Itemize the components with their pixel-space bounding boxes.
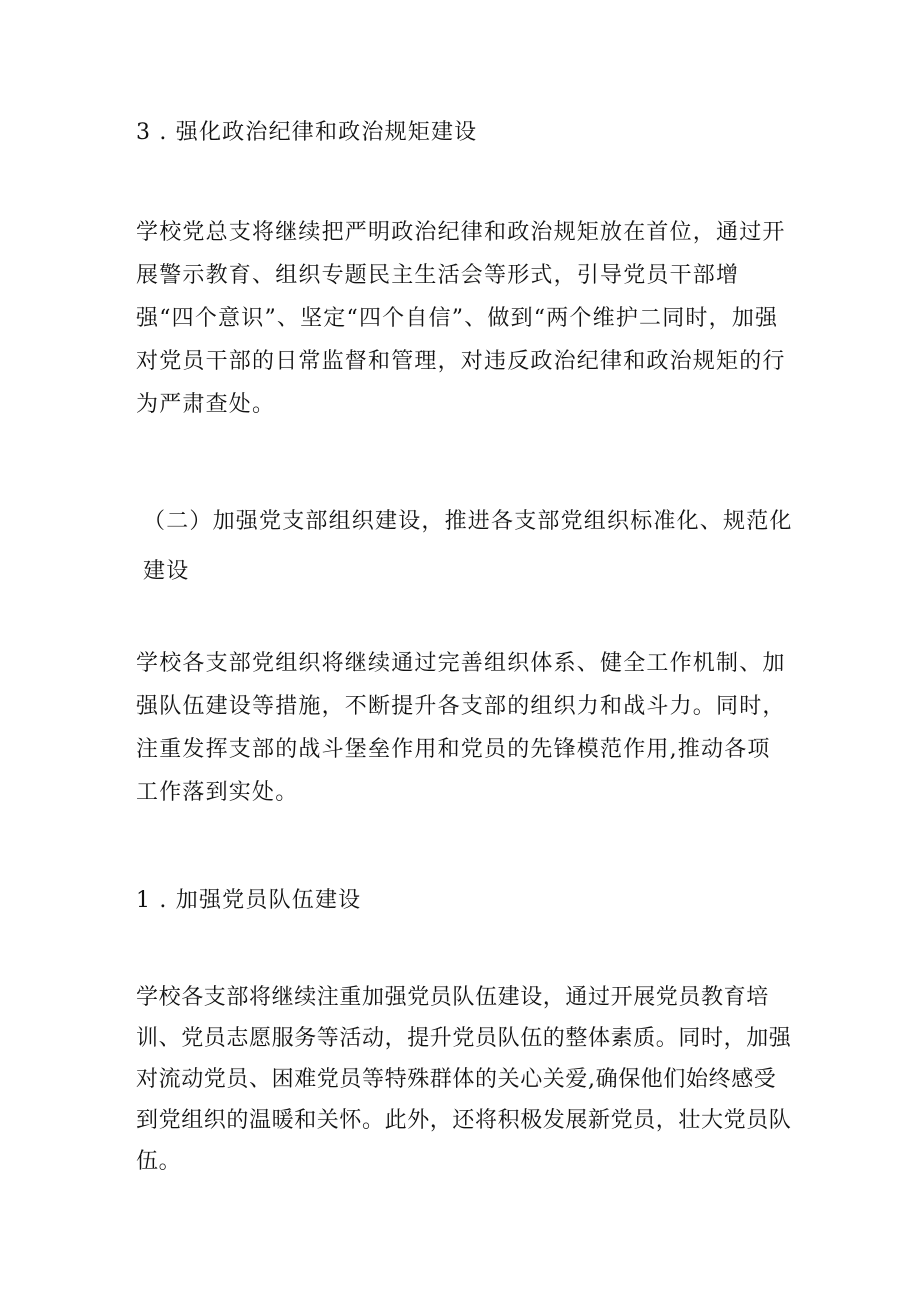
paragraph-branch-organization: 学校各支部党组织将继续通过完善组织体系、健全工作机制、加强队伍建设等措施，不断提升各支部的组织力和战斗力。同时，注重发挥支部的战斗堡垒作用和党员的先锋模范作用,推动各项工作落到实处。 — [136, 651, 786, 805]
subheading-1: 1 . 加强党员队伍建设 — [136, 888, 362, 913]
subheading-3: 3 . 强化政治纪律和政治规矩建设 — [136, 120, 478, 145]
paragraph-member-team: 学校各支部将继续注重加强党员队伍建设，通过开展党员教育培训、党员志愿服务等活动，提升党员队伍的整体素质。同时，加强对流动党员、困难党员等特殊群体的关心关爱,确保他们始终感受到党组织的温暖和关怀。此外，还将积极发展新党员，壮大党员队伍。 — [136, 985, 792, 1174]
section-title-2: （二）加强党支部组织建设，推进各支部党组织标准化、规范化建设 — [143, 509, 793, 584]
paragraph-political-discipline: 学校党总支将继续把严明政治纪律和政治规矩放在首位，通过开展警示教育、组织专题民主生活会等形式，引导党员干部增强“四个意识”、坚定“四个自信”、做到“两个维护二同时，加强对党员干部的日常监督和管理，对违反政治纪律和政治规矩的行为严肃查处。 — [136, 220, 786, 417]
